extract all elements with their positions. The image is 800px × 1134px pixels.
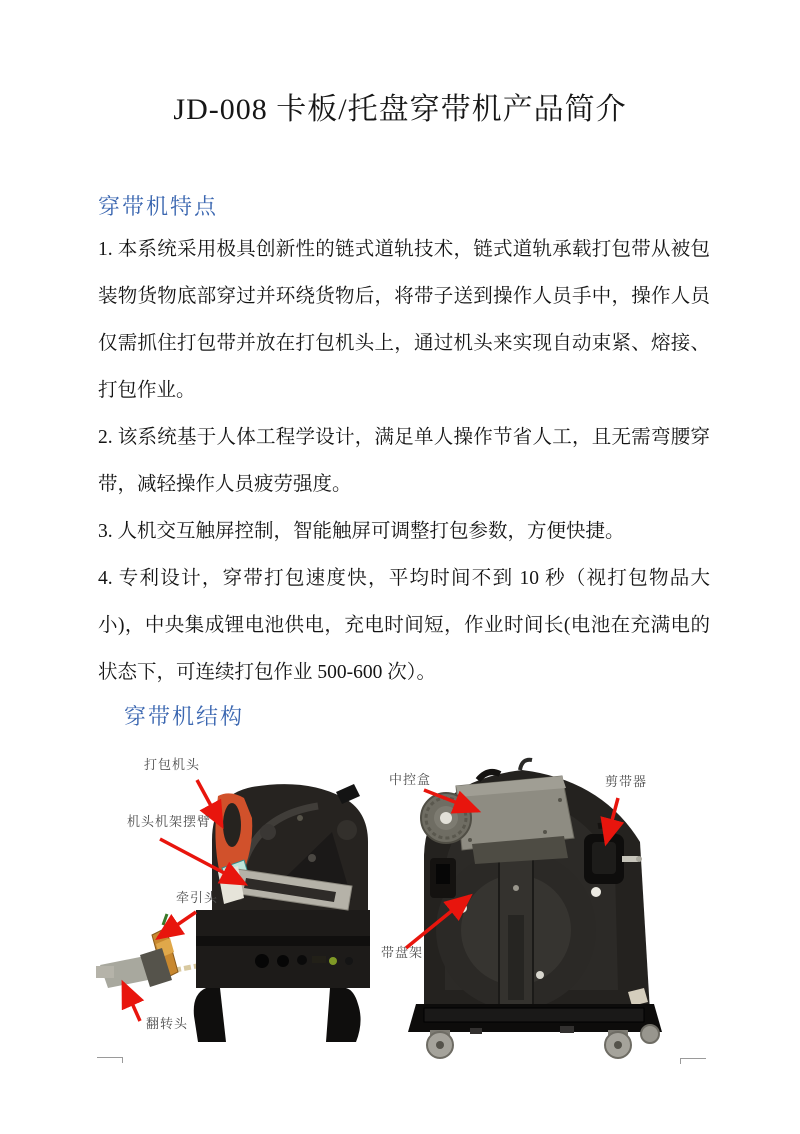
feature-item-2: 2. 该系统基于人体工程学设计，满足单人操作节省人工，且无需弯腰穿带，减轻操作人员疲劳强度。	[98, 427, 710, 495]
feature-item-4: 4. 专利设计，穿带打包速度快，平均时间不到 10 秒（视打包物品大小)，中央集成锂电池供电，充电时间短，作业时间长(电池在充满电的状态下，可连续打包作业 500-600 次）。	[98, 568, 710, 683]
feature-item-1: 1. 本系统采用极具创新性的链式道轨技术，链式道轨承载打包带从被包装物货物底部穿过并环绕货物后，将带子送到操作人员手中，操作人员仅需抓住打包带并放在打包机头上，通过机头来实现自动束紧、熔接、打包作业。	[98, 239, 710, 401]
feature-item-3: 3. 人机交互触屏控制，智能触屏可调整打包参数，方便快捷。	[98, 521, 625, 542]
label-cutter: 剪带器	[605, 774, 648, 789]
label-swing-arm: 机头机架摆臂	[127, 814, 212, 829]
page-boundary-mark-right	[680, 1058, 706, 1064]
page-boundary-mark-left	[97, 1057, 123, 1063]
label-reel-rack: 带盘架	[381, 945, 424, 960]
features-heading: 穿带机特点	[98, 194, 219, 219]
label-strapping-head: 打包机头	[144, 757, 201, 772]
right-machine-photo	[408, 760, 662, 1058]
structure-diagram	[0, 740, 800, 1080]
label-tow-head: 牵引头	[176, 890, 219, 905]
label-flip-head: 翻转头	[146, 1016, 189, 1031]
features-list	[98, 226, 710, 696]
label-control-box: 中控盒	[389, 772, 432, 787]
machine-photos-illustration	[0, 740, 800, 1080]
arrow-flip-head	[123, 983, 140, 1021]
structure-heading: 穿带机结构	[124, 704, 245, 729]
page-title: JD-008 卡板/托盘穿带机产品简介	[173, 93, 627, 126]
